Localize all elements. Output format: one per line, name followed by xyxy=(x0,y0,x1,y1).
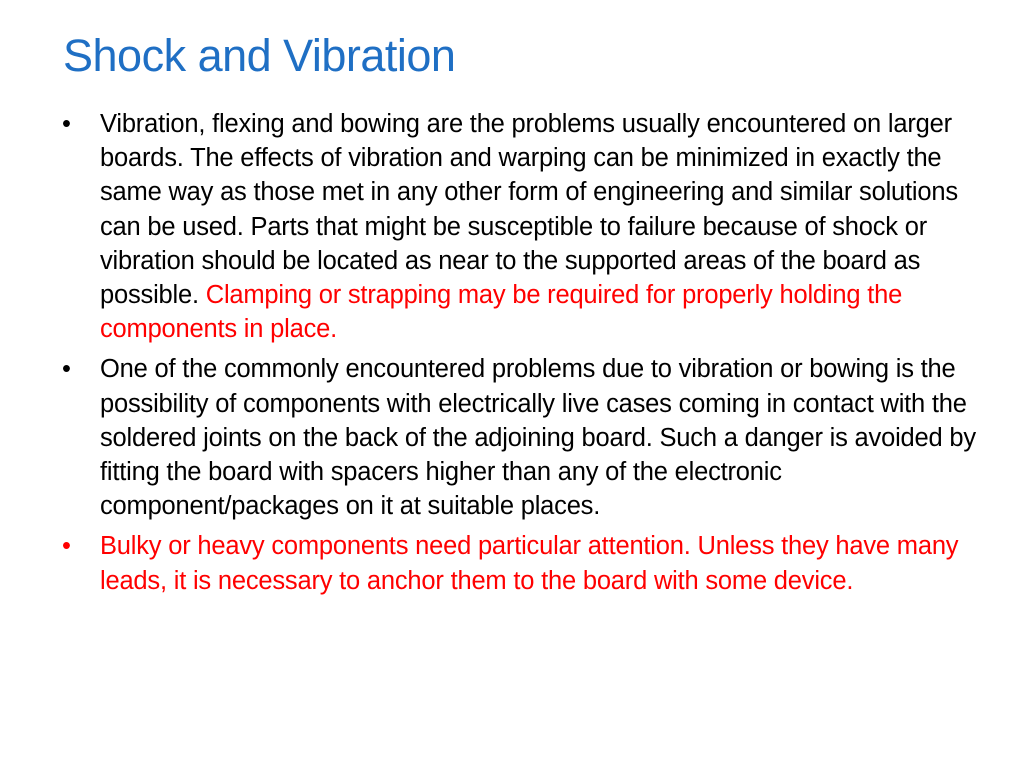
bullet-item-heavy-components xyxy=(62,529,977,597)
bullet-item-vibration xyxy=(62,107,977,346)
slide-title: Shock and Vibration xyxy=(63,30,456,81)
bullet-list xyxy=(62,107,977,604)
bullet-text: Vibration, flexing and bowing are the problems usually encountered on larger boards. The effects of vibration and warping can be minimized in exactly the same way as those met in any other form of engineering and similar solutions can be used. Parts that might be susceptible to failure because of shock or vibration should be located as near to the supported areas of the board as possible. xyxy=(100,110,958,310)
bullet-marker: • xyxy=(62,110,71,138)
bullet-text: Bulky or heavy components need particular attention. Unless they have many leads, it is necessary to anchor them to the board with some device. xyxy=(100,532,959,595)
bullet-item-live-cases xyxy=(62,352,977,523)
bullet-emphasis-text: Clamping or strapping may be required for properly holding the components in place. xyxy=(100,281,903,344)
bullet-marker: • xyxy=(62,355,71,384)
bullet-marker: • xyxy=(62,532,71,561)
bullet-text: One of the commonly encountered problems due to vibration or bowing is the possibility of components with electrically live cases coming in contact with the soldered joints on the back of the adjoining board. Such a danger is avoided by fitting the board with spacers higher than any of the electronic component/packages on it at suitable places. xyxy=(100,355,976,521)
